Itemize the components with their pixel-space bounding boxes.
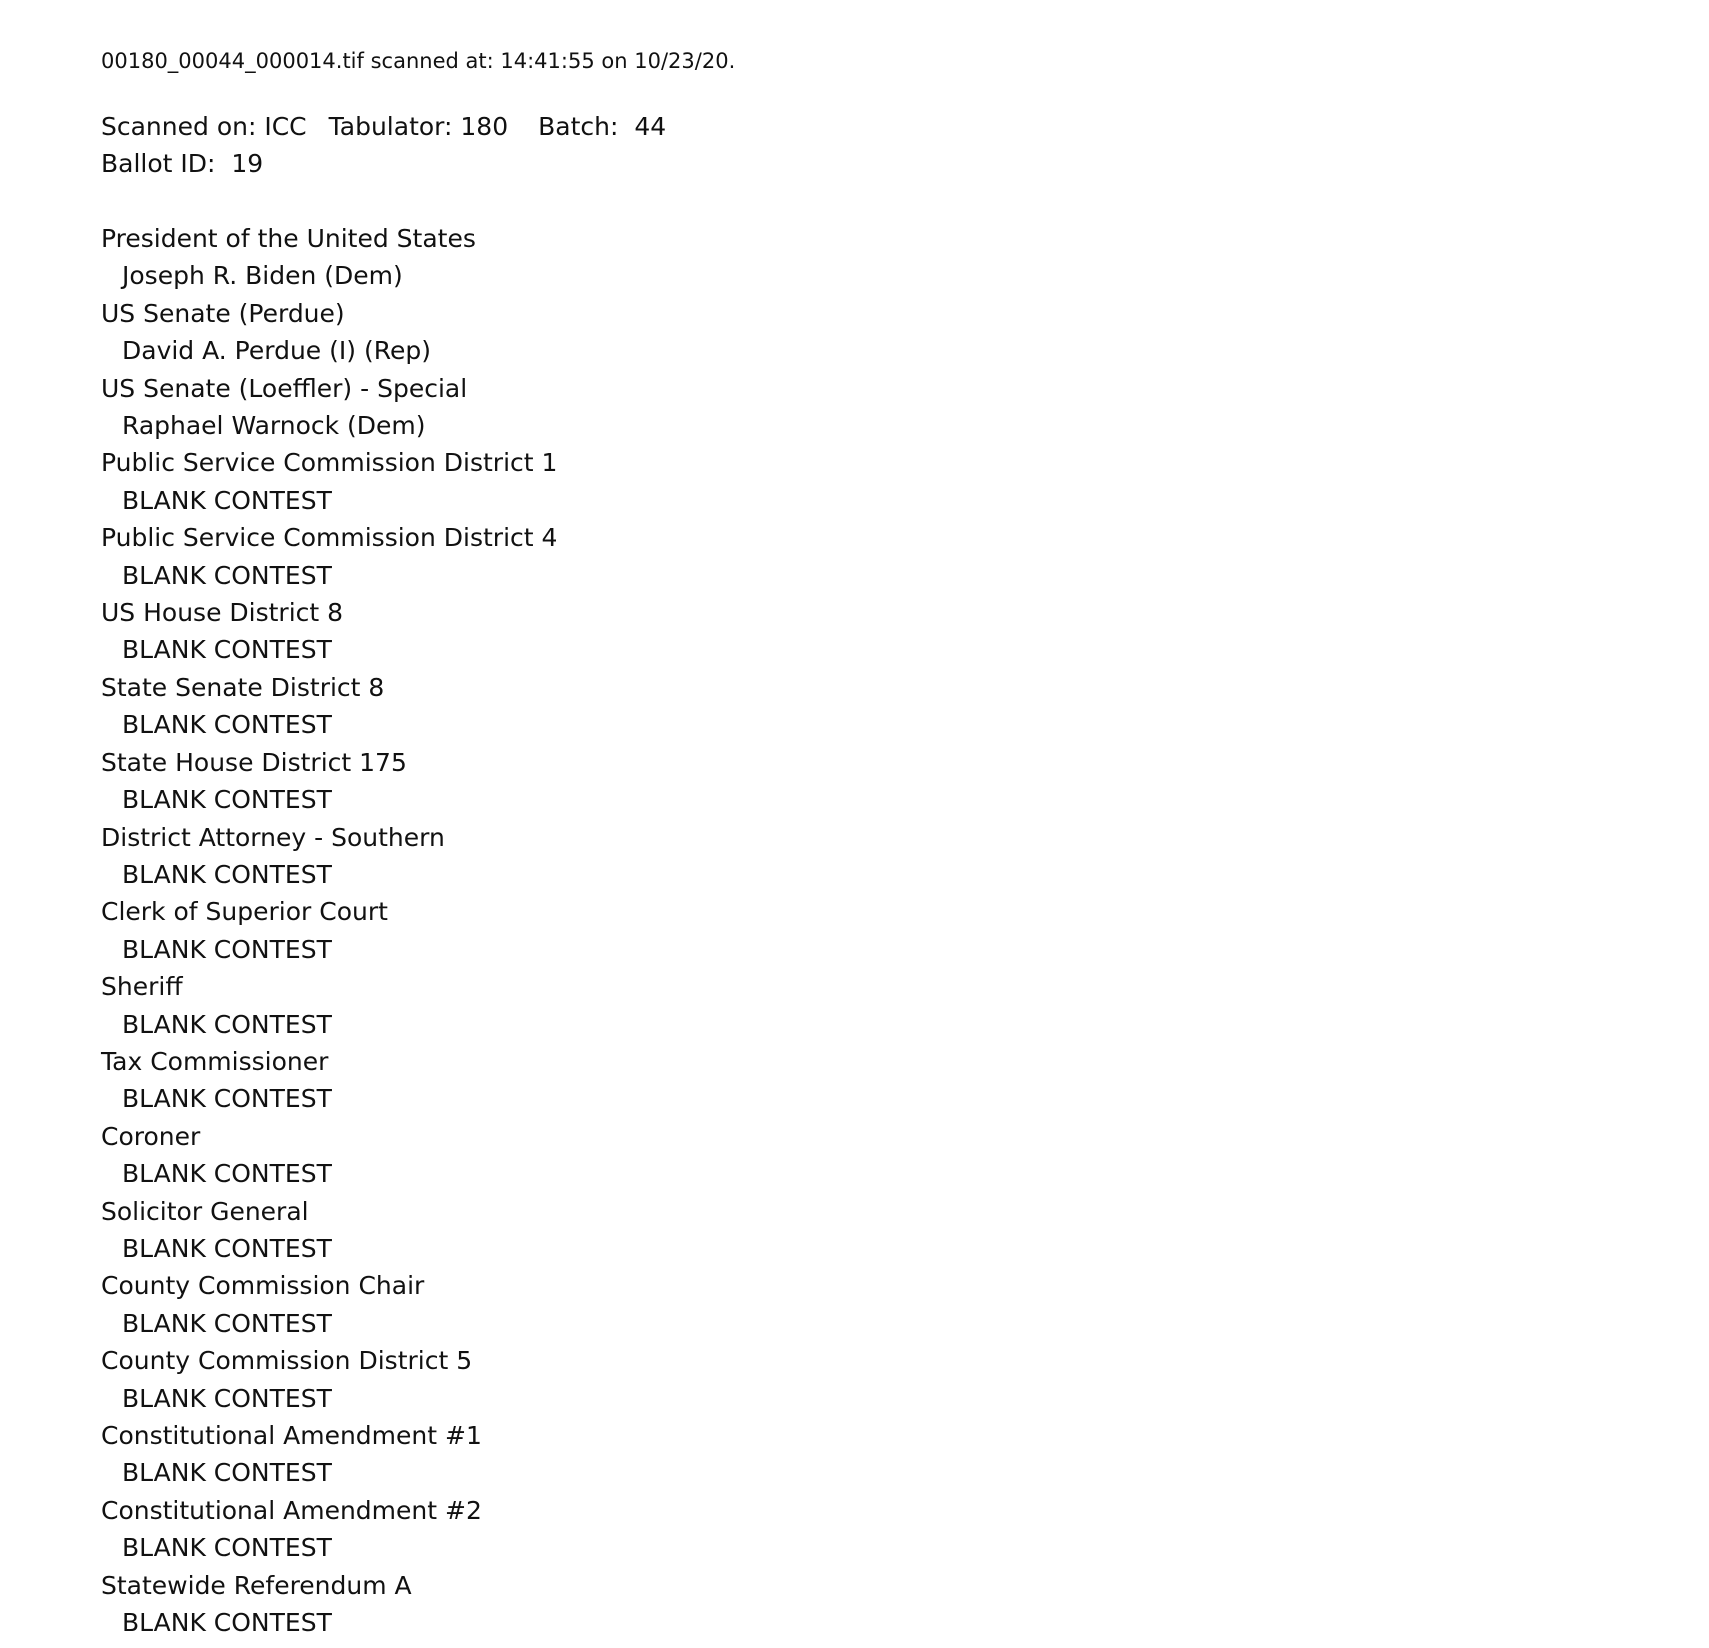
scanner-info-row xyxy=(101,108,1601,145)
ballot-id-label: Ballot ID: xyxy=(101,149,216,178)
contest-item xyxy=(101,1118,1601,1193)
scanned-on-value: ICC xyxy=(264,112,307,141)
contest-choice: BLANK CONTEST xyxy=(122,934,332,964)
contest-name: Clerk of Superior Court xyxy=(101,897,388,927)
contest-item xyxy=(101,594,1601,669)
contest-name: State Senate District 8 xyxy=(101,672,385,702)
contest-item xyxy=(101,669,1601,744)
contest-name: County Commission District 5 xyxy=(101,1346,473,1376)
batch-value: 44 xyxy=(634,112,667,141)
contest-item xyxy=(101,968,1601,1043)
contest-item xyxy=(101,1193,1601,1268)
contest-list xyxy=(101,220,1601,1641)
contest-name: Coroner xyxy=(101,1121,201,1151)
contest-item xyxy=(101,1417,1601,1492)
contest-choice: Raphael Warnock (Dem) xyxy=(122,411,426,441)
contest-choice: BLANK CONTEST xyxy=(122,560,332,590)
contest-choice: BLANK CONTEST xyxy=(122,785,332,815)
contest-name: District Attorney - Southern xyxy=(101,822,445,852)
contest-name: Public Service Commission District 1 xyxy=(101,448,558,478)
contest-choice: BLANK CONTEST xyxy=(122,859,332,889)
contest-item xyxy=(101,519,1601,594)
contest-item xyxy=(101,744,1601,819)
ballot-id-row xyxy=(101,145,1601,182)
contest-item xyxy=(101,1492,1601,1567)
contest-item xyxy=(101,444,1601,519)
contest-name: Tax Commissioner xyxy=(101,1046,329,1076)
scan-on-label: on xyxy=(601,49,628,73)
scan-date: 10/23/20. xyxy=(634,49,736,73)
contest-name: Constitutional Amendment #2 xyxy=(101,1495,482,1525)
contest-item xyxy=(101,1342,1601,1417)
contest-item xyxy=(101,893,1601,968)
contest-item xyxy=(101,220,1601,295)
contest-choice: BLANK CONTEST xyxy=(122,1533,332,1563)
contest-choice: BLANK CONTEST xyxy=(122,1608,332,1638)
scan-time: 14:41:55 xyxy=(500,49,595,73)
contest-choice: BLANK CONTEST xyxy=(122,710,332,740)
ballot-report xyxy=(101,46,1601,1641)
contest-name: Public Service Commission District 4 xyxy=(101,523,558,553)
ballot-info xyxy=(101,108,1601,182)
ballot-id-value: 19 xyxy=(231,149,264,178)
contest-choice: Joseph R. Biden (Dem) xyxy=(122,261,403,291)
tabulator-value: 180 xyxy=(460,112,509,141)
tabulator-label: Tabulator: xyxy=(328,112,453,141)
contest-choice: David A. Perdue (I) (Rep) xyxy=(122,336,431,366)
contest-name: US Senate (Perdue) xyxy=(101,298,345,328)
scanned-on-label: Scanned on: xyxy=(101,112,257,141)
scanned-at-label: scanned at: xyxy=(370,49,494,73)
contest-name: President of the United States xyxy=(101,224,476,253)
contest-item xyxy=(101,1267,1601,1342)
contest-name: Statewide Referendum A xyxy=(101,1570,412,1600)
contest-name: Constitutional Amendment #1 xyxy=(101,1421,482,1450)
contest-choice: BLANK CONTEST xyxy=(122,635,332,665)
contest-name: US House District 8 xyxy=(101,598,344,628)
contest-item xyxy=(101,1043,1601,1118)
contest-choice: BLANK CONTEST xyxy=(122,1233,332,1263)
batch-label: Batch: xyxy=(538,112,619,141)
contest-choice: BLANK CONTEST xyxy=(122,1084,332,1114)
contest-name: Solicitor General xyxy=(101,1196,309,1226)
contest-choice: BLANK CONTEST xyxy=(122,1383,332,1413)
contest-name: US Senate (Loeffler) - Special xyxy=(101,373,468,403)
contest-name: Sheriff xyxy=(101,972,183,1002)
contest-item xyxy=(101,819,1601,894)
contest-item xyxy=(101,1567,1601,1642)
contest-name: County Commission Chair xyxy=(101,1271,425,1301)
contest-choice: BLANK CONTEST xyxy=(122,1308,332,1338)
contest-name: State House District 175 xyxy=(101,747,407,777)
contest-item xyxy=(101,295,1601,370)
contest-item xyxy=(101,370,1601,445)
contest-choice: BLANK CONTEST xyxy=(122,485,332,515)
scan-header xyxy=(101,46,1601,76)
contest-choice: BLANK CONTEST xyxy=(122,1009,332,1039)
scan-filename: 00180_00044_000014.tif xyxy=(101,49,364,73)
contest-choice: BLANK CONTEST xyxy=(122,1458,332,1488)
contest-choice: BLANK CONTEST xyxy=(122,1159,332,1189)
